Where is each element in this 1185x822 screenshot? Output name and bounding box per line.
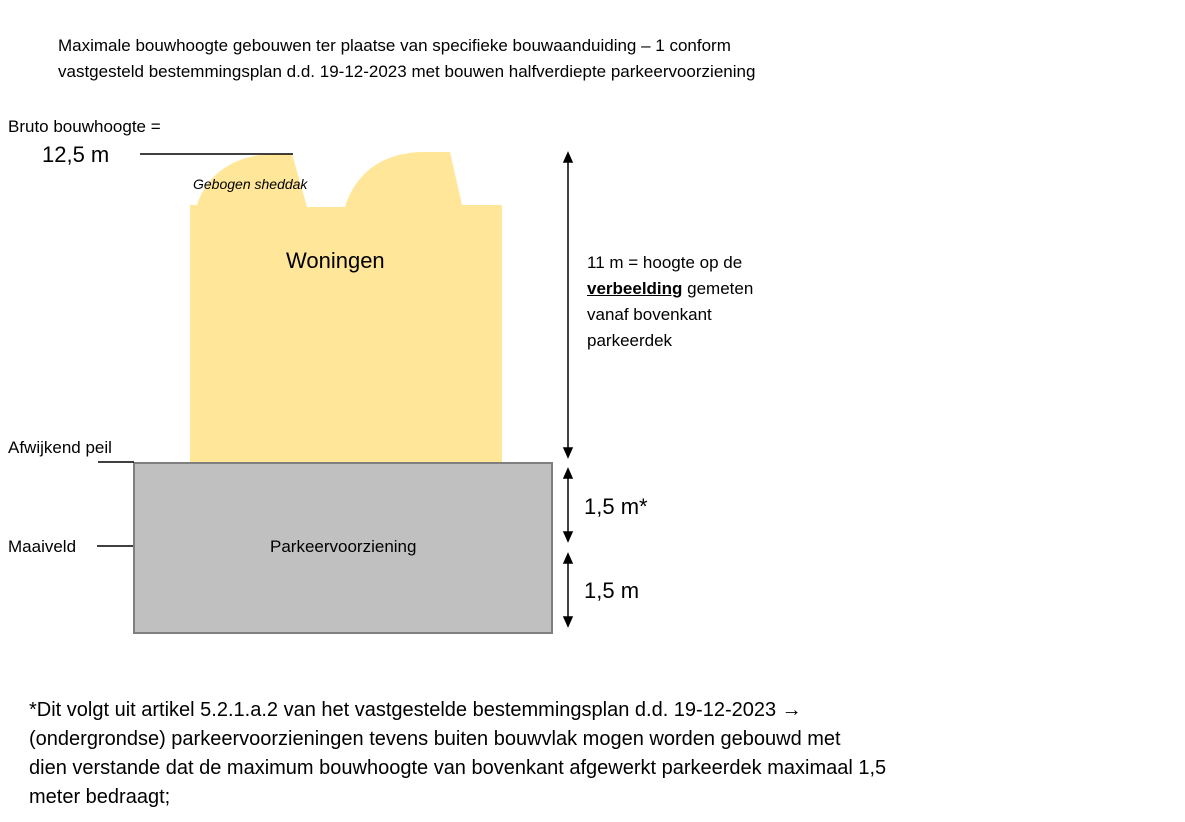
afwijkend-peil-label: Afwijkend peil xyxy=(8,438,112,457)
height-11m-arrow xyxy=(564,153,572,457)
height-annotation-line-3: vanaf bovenkant xyxy=(587,305,712,324)
footnote-line-1: *Dit volgt uit artikel 5.2.1.a.2 van het vastgestelde bestemmingsplan d.d. 19-12-2023 → xyxy=(29,699,802,721)
parking-label: Parkeervoorziening xyxy=(270,537,417,556)
upper-deck-arrow xyxy=(564,469,572,541)
bruto-height-value: 12,5 m xyxy=(42,142,110,167)
bruto-height-label: Bruto bouwhoogte = xyxy=(8,117,161,136)
lower-deck-arrow xyxy=(564,554,572,626)
height-annotation-line-4: parkeerdek xyxy=(587,331,673,350)
lower-deck-label: 1,5 m xyxy=(584,578,640,603)
footnote-line-4: meter bedraagt; xyxy=(29,786,171,808)
building-shape xyxy=(190,152,502,462)
footnote-line-2: (ondergrondse) parkeervoorzieningen tevens buiten bouwvlak mogen worden gebouwd met xyxy=(29,728,841,750)
title-line-2: vastgesteld bestemmingsplan d.d. 19-12-2023 met bouwen halfverdiepte parkeervoorziening xyxy=(58,62,756,81)
footnote-line-3: dien verstande dat de maximum bouwhoogte van bovenkant afgewerkt parkeerdek maximaal 1,5 xyxy=(29,757,887,779)
height-11m-annotation xyxy=(587,250,753,354)
title-line-1: Maximale bouwhoogte gebouwen ter plaatse van specifieke bouwaanduiding – 1 conform xyxy=(58,36,731,55)
upper-deck-label: 1,5 m* xyxy=(584,494,648,519)
building-label: Woningen xyxy=(286,248,385,273)
footnote xyxy=(29,696,886,812)
maaiveld-label: Maaiveld xyxy=(8,537,77,556)
verbeelding-term: verbeelding xyxy=(587,279,683,298)
height-annotation-line-2-rest: gemeten xyxy=(682,279,754,298)
roof-label: Gebogen sheddak xyxy=(193,176,308,192)
height-annotation-line-1: 11 m = hoogte op de xyxy=(587,253,743,272)
height-annotation-line-2 xyxy=(587,276,753,302)
